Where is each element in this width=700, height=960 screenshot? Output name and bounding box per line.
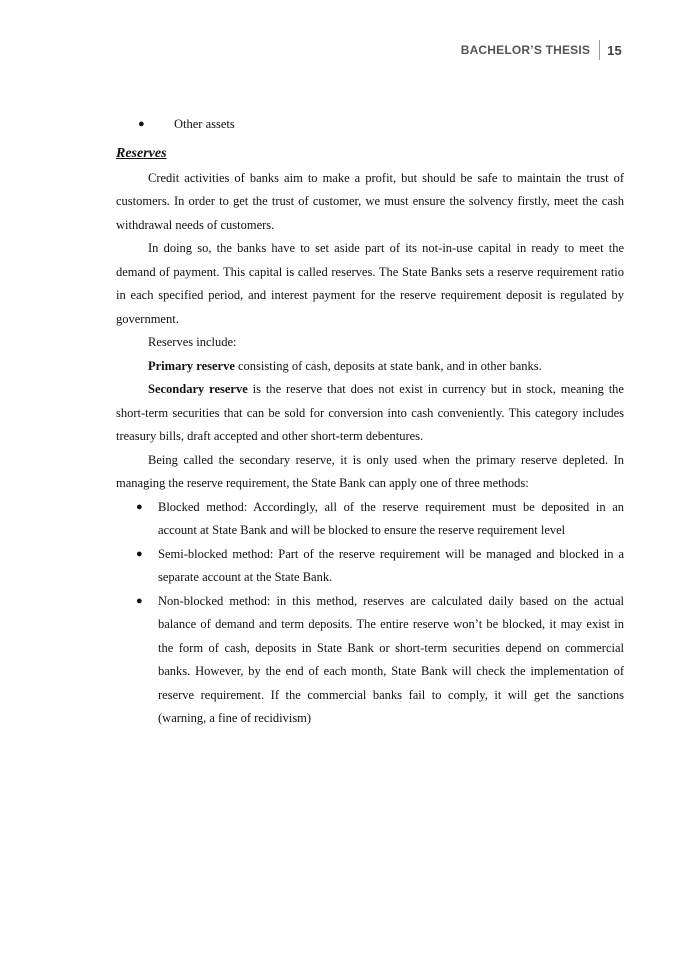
paragraph-credit-activities: Credit activities of banks aim to make a profit, but should be safe to maintain the trust of customers. In order to get the trust of customer, we must ensure the solvency firstly, meet the cash withdrawal needs of customers.	[116, 170, 624, 232]
paragraph-secondary-reserve	[116, 378, 624, 449]
section-heading: Reserves	[116, 145, 167, 161]
methods-list	[116, 496, 624, 731]
page-header	[461, 40, 622, 60]
secondary-reserve-term: Secondary reserve	[148, 382, 248, 396]
thesis-title: BACHELOR’S THESIS	[460, 43, 591, 57]
paragraph-secondary-usage: Being called the secondary reserve, it is only used when the primary reserve depleted. In managing the reserve requirement, the State Bank can apply one of three methods:	[116, 452, 624, 490]
bullet-icon: ●	[138, 118, 145, 130]
primary-reserve-term: Primary reserve	[148, 358, 235, 373]
header-divider	[599, 40, 600, 60]
page-body	[116, 113, 624, 731]
paragraph-primary-reserve	[116, 355, 624, 379]
list-item-semi-blocked-method	[116, 543, 624, 590]
list-item-text: Non-blocked method: in this method, reserves are calculated daily based on the actual balance of demand and term deposits. The entire reserve won’t be blocked, it may exist in the form of cash, deposits in State Bank or short-term securities depend on commercial banks. However, by the end of each month, State Bank will check the implementation of reserve requirement. If the commercial banks fail to comply, it will get the sanctions (warning, a fine of recidivism)	[158, 593, 624, 725]
list-item-other-assets	[116, 113, 624, 137]
list-item-non-blocked-method	[116, 590, 624, 731]
bullet-icon: ●	[136, 594, 143, 607]
bullet-icon: ●	[136, 547, 143, 560]
paragraph-set-aside: In doing so, the banks have to set aside part of its not-in-use capital in ready to meet the demand of payment. This capital is called reserves. The State Banks sets a reserve requirement ratio in each specified period, and interest payment for the reserve requirement deposit is regulated by government.	[116, 241, 624, 326]
secondary-reserve-text: is the reserve that does not exist in currency but in stock, meaning the short-term securities that can be sold for conversion into cash conveniently. This category includes treasury bills, draft accepted and other short-term debentures.	[116, 382, 624, 443]
list-item-text: Blocked method: Accordingly, all of the reserve requirement must be deposited in an account at State Bank and will be blocked to ensure the reserve requirement level	[158, 499, 624, 537]
page-number: 15	[607, 42, 622, 58]
primary-reserve-text: consisting of cash, deposits at state bank, and in other banks.	[234, 358, 542, 373]
list-item-text: Other assets	[174, 117, 235, 131]
list-item-text: Semi-blocked method: Part of the reserve requirement will be managed and blocked in a separate account at the State Bank.	[158, 546, 624, 584]
paragraph-reserves-include: Reserves include:	[148, 335, 237, 349]
bullet-icon: ●	[136, 500, 143, 513]
list-item-blocked-method	[116, 496, 624, 543]
